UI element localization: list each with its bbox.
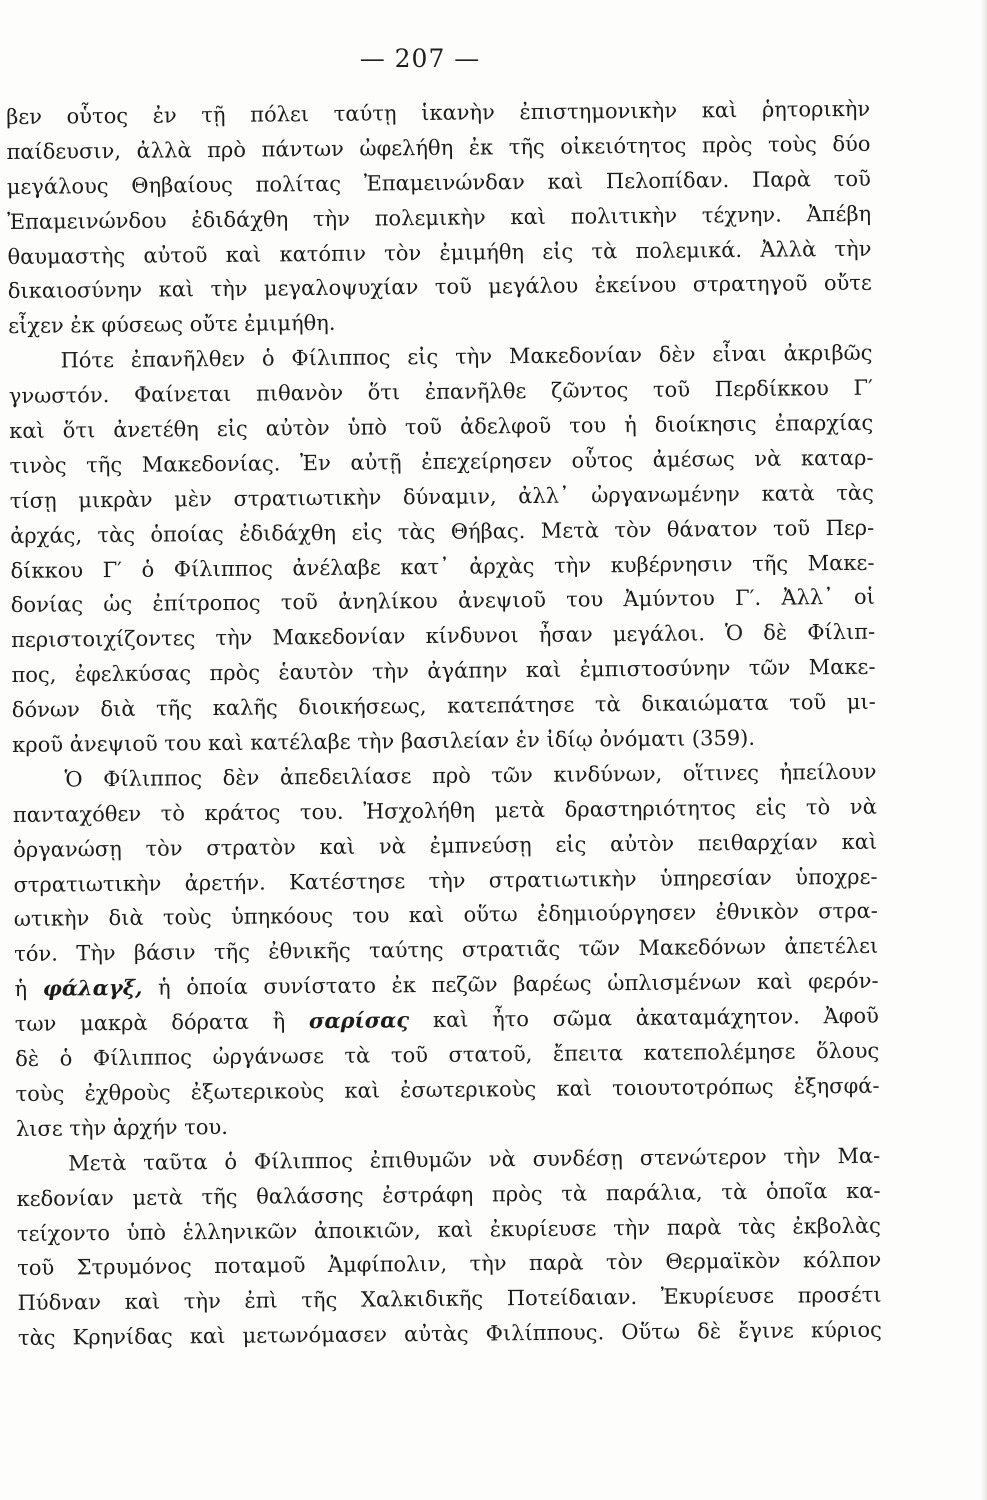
text-run: τοῦ Στρυμόνος ποταμοῦ Ἀμφίπολιν, τὴν παρὰ τὸν Θερμαϊκὸν κόλπον — [17, 1248, 882, 1281]
text-run: βεν οὗτος ἐν τῇ πόλει ταύτῃ ἱκανὴν ἐπιστημονικὴν καὶ ῥητορικὴν — [6, 96, 871, 129]
text-run: τὰς Κρηνίδας καὶ μετωνόμασεν αὐτὰς Φιλίππους. Οὕτω δὲ ἔγινε κύριος — [17, 1317, 882, 1351]
text-run: καὶ ἦτο σῶμα ἀκαταμάχητον. Ἀφοῦ — [409, 1003, 879, 1033]
text-run: ἡ — [14, 976, 43, 1002]
text-run: πανταχόθεν τὸ κράτος του. Ἠσχολήθη μετὰ δραστηριότητος εἰς τὸ νὰ — [12, 794, 877, 827]
text-run: Μετὰ ταῦτα ὁ Φίλιππος ἐπιθυμῶν νὰ συνδέσῃ στενώτερον τὴν Μα- — [68, 1143, 881, 1176]
scan-edge-shadow — [981, 0, 987, 1500]
text-run: ἡ ὁποία συνίστατο ἐκ πεζῶν βαρέως ὡπλισμένων καὶ φερόν- — [142, 968, 879, 1000]
text-run: θαυμαστὴς αὐτοῦ καὶ κατόπιν τὸν ἐμιμήθη εἰς τὰ πολεμικά. Ἀλλὰ τὴν — [7, 236, 872, 269]
text-run: πος, ἐφελκύσας πρὸς ἑαυτὸν τὴν ἀγάπην καὶ ἐμπιστοσύνην τῶν Μακε- — [11, 654, 876, 688]
text-run: κροῦ ἀνεψιοῦ του καὶ κατέλαβε τὴν βασιλείαν ἐν ἰδίῳ ὀνόματι (359). — [12, 725, 756, 758]
text-run: δίκκου Γ′ ὁ Φίλιππος ἀνέλαβε κατ᾽ ἀρχὰς τὴν κυβέρνησιν τῆς Μακε- — [10, 550, 875, 583]
text-run: των μακρὰ δόρατα ἢ — [14, 1009, 310, 1037]
text-run: κεδονίαν μετὰ τῆς θαλάσσης ἐστράφη πρὸς τὰ παράλια, τὰ ὁποῖα κα- — [16, 1178, 881, 1211]
emphasized-term: σαρίσας — [308, 1007, 410, 1034]
emphasized-term: φάλαγξ, — [42, 974, 143, 1001]
text-run: ὀργανώσῃ τὸν στρατὸν καὶ νὰ ἐμπνεύσῃ εἰς αὐτὸν πειθαρχίαν καὶ — [13, 829, 878, 862]
text-run: τόν. Τὴν βάσιν τῆς ἐθνικῆς ταύτης στρατιᾶς τῶν Μακεδόνων ἀπετέλει — [14, 934, 879, 967]
text-run: μεγάλους Θηβαίους πολίτας Ἐπαμεινώνδαν καὶ Πελοπίδαν. Παρὰ τοῦ — [6, 166, 871, 199]
text-run: δικαιοσύνην καὶ τὴν μεγαλοψυχίαν τοῦ μεγάλου ἐκείνου στρατηγοῦ οὔτε — [7, 271, 872, 304]
text-run: Ὁ Φίλιππος δὲν ἀπεδειλίασε πρὸ τῶν κινδύνων, οἵτινες ἠπείλουν — [64, 759, 877, 792]
text-run: στρατιωτικὴν ἀρετήν. Κατέστησε τὴν στρατιωτικὴν ὑπηρεσίαν ὑποχρε- — [13, 864, 878, 897]
text-run: Πύδναν καὶ τὴν ἐπὶ τῆς Χαλκιδικῆς Ποτείδαιαν. Ἐκυρίευσε προσέτι — [17, 1282, 882, 1316]
text-run: τοὺς ἐχθροὺς ἐξωτερικοὺς καὶ ἐσωτερικοὺς καὶ τοιουτοτρόπως ἐξησφά- — [15, 1073, 880, 1106]
text-run: εἶχεν ἐκ φύσεως οὔτε ἐμιμήθη. — [8, 311, 336, 339]
text-line — [18, 1313, 882, 1356]
text-run: γνωστόν. Φαίνεται πιθανὸν ὅτι ἐπανῆλθε ζῶντος τοῦ Περδίκκου Γ′ — [8, 375, 873, 409]
text-run: τινὸς τῆς Μακεδονίας. Ἐν αὐτῇ ἐπεχείρησεν οὗτος ἀμέσως νὰ καταρ- — [9, 445, 874, 478]
text-run: Πότε ἐπανῆλθεν ὁ Φίλιππος εἰς τὴν Μακεδονίαν δὲν εἶναι ἀκριβῶς — [60, 340, 873, 373]
body-text — [6, 92, 882, 1356]
text-run: περιστοιχίζοντες τὴν Μακεδονίαν κίνδυνοι ἦσαν μεγάλοι. Ὁ δὲ Φίλιπ- — [11, 620, 876, 653]
page-number: — 207 — — [359, 44, 481, 73]
text-run: δόνων διὰ τῆς καλῆς διοικήσεως, κατεπάτησε τὰ δικαιώματα τοῦ μι- — [11, 689, 876, 723]
text-run: ἀρχάς, τὰς ὁποίας ἐδιδάχθη εἰς τὰς Θήβας. Μετὰ τὸν θάνατον τοῦ Περ- — [10, 515, 875, 548]
text-run: τείχοντο ὑπὸ ἑλληνικῶν ἀποικιῶν, καὶ ἐκυρίευσε τὴν παρὰ τὰς ἐκβολὰς — [16, 1213, 881, 1246]
text-run: δὲ ὁ Φίλιππος ὠργάνωσε τὰ τοῦ στατοῦ, ἔπειτα κατεπολέμησε ὅλους — [15, 1038, 880, 1072]
text-run: παίδευσιν, ἀλλὰ πρὸ πάντων ὠφελήθη ἐκ τῆς οἰκειότητος πρὸς τοὺς δύο — [6, 131, 871, 164]
text-run: Ἐπαμεινώνδου ἐδιδάχθη τὴν πολεμικὴν καὶ πολιτικὴν τέχνην. Ἀπέβη — [7, 201, 872, 234]
text-run: λισε τὴν ἀρχήν του. — [15, 1114, 229, 1141]
text-run: τίσῃ μικρὰν μὲν στρατιωτικὴν δύναμιν, ἀλλ᾽ ὠργανωμένην κατὰ τὰς — [9, 480, 874, 513]
text-run: ωτικὴν διὰ τοὺς ὑπηκόους του καὶ οὕτω ἐδημιούργησεν ἐθνικὸν στρα- — [13, 899, 878, 932]
text-run: καὶ ὅτι ἀνετέθη εἰς αὐτὸν ὑπὸ τοῦ ἀδελφοῦ του ἡ διοίκησις ἐπαρχίας — [9, 410, 874, 443]
text-run: δονίας ὡς ἐπίτροπος τοῦ ἀνηλίκου ἀνεψιοῦ του Ἀμύντου Γ′. Ἀλλ᾽ οἱ — [10, 585, 875, 618]
